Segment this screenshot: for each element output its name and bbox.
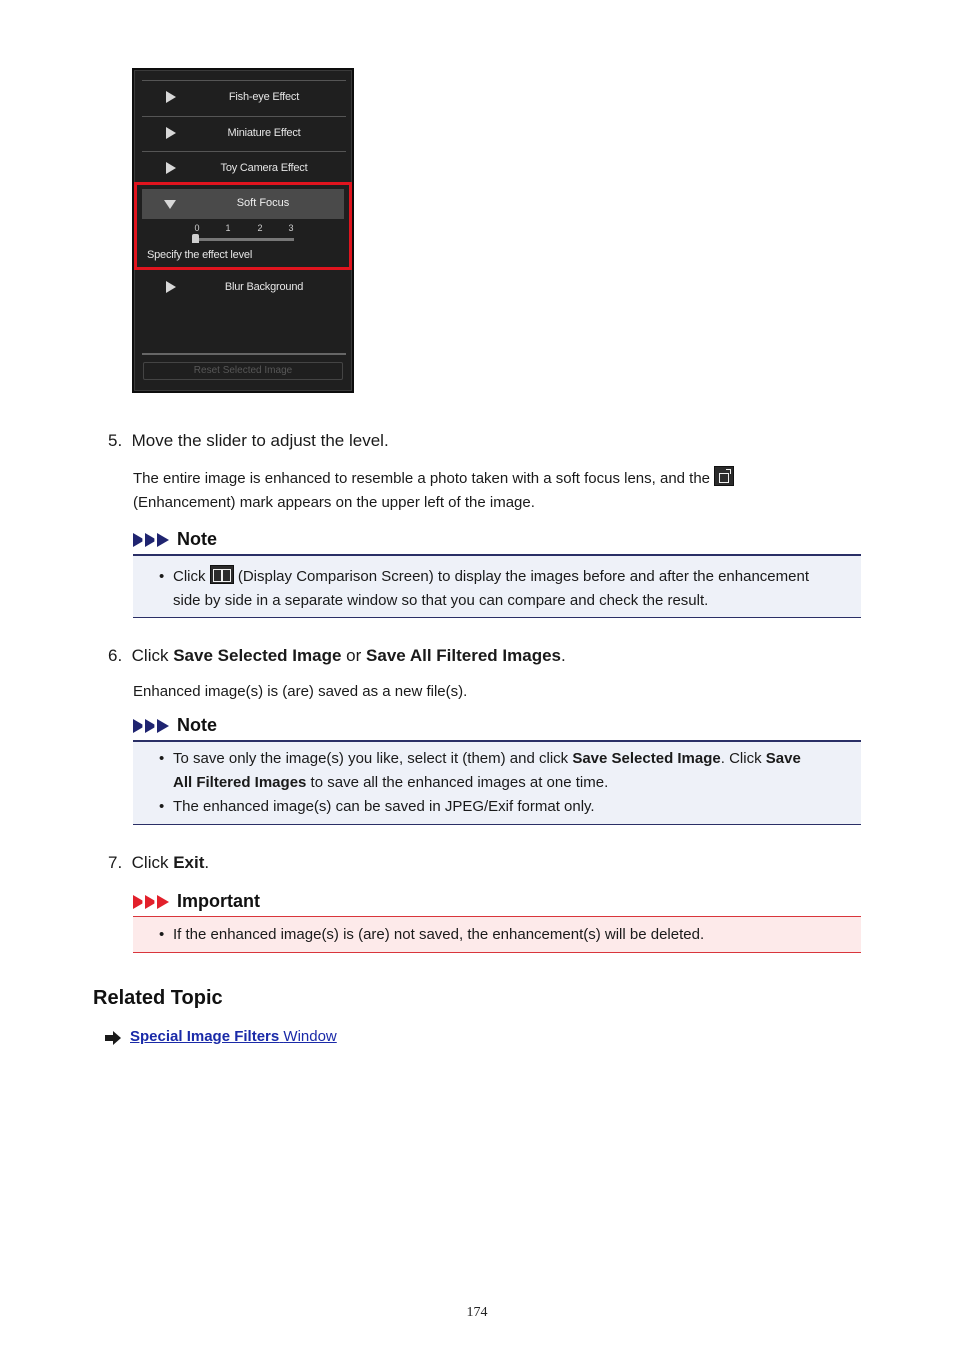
note-header: [133, 529, 861, 551]
save-all-filtered-images-label: Save All Filtered Images: [366, 646, 561, 665]
effect-item-label: Toy Camera Effect: [220, 162, 308, 174]
note-box: [133, 740, 861, 825]
important-title: Important: [177, 891, 260, 911]
special-image-filters-window-link[interactable]: [130, 1028, 337, 1045]
note-text: . Click: [720, 750, 762, 767]
effect-level-slider-thumb[interactable]: [192, 234, 199, 243]
description-text: The entire image is enhanced to resemble a photo taken with a soft focus lens, and the: [133, 470, 711, 487]
note-bullet: [133, 795, 861, 819]
slider-tick: 1: [225, 223, 231, 233]
effect-level-slider-track[interactable]: [196, 238, 294, 241]
step-7: [108, 853, 209, 873]
related-topic-heading: Related Topic: [93, 987, 223, 1009]
note-text: To save only the image(s) you like, select it (them) and click: [173, 750, 569, 767]
step-number: 6.: [108, 646, 123, 665]
effect-item-label: Blur Background: [224, 281, 304, 293]
enhancement-mark-icon: [714, 466, 734, 486]
effect-item-toy-camera[interactable]: [142, 151, 346, 186]
note-header: [133, 715, 861, 737]
slider-tick: 0: [194, 223, 200, 233]
step-text: Click: [131, 853, 169, 872]
link-bold-text: Special Image Filters: [130, 1028, 280, 1045]
description-text: (Enhancement) mark appears on the upper left of the image.: [133, 494, 535, 511]
slider-tick: 3: [288, 223, 294, 233]
note-text: The enhanced image(s) can be saved in JPEG/Exif format only.: [173, 798, 595, 815]
reset-selected-image-button[interactable]: Reset Selected Image: [143, 362, 343, 380]
slider-tick-labels: [193, 223, 303, 233]
effect-item-soft-focus[interactable]: [142, 189, 344, 219]
effect-item-blur-background[interactable]: [142, 271, 346, 305]
step-text: .: [204, 853, 210, 872]
related-link[interactable]: [130, 1028, 337, 1045]
note-box: [133, 554, 861, 618]
note-bold-text: Save: [765, 750, 801, 767]
note-bold-text: Save Selected Image: [572, 750, 721, 767]
panel-divider: [142, 353, 346, 355]
note-text: Click: [173, 568, 206, 585]
slider-tick: 2: [257, 223, 263, 233]
effect-item-label: Soft Focus: [236, 197, 290, 209]
expand-triangle-icon: [166, 281, 176, 293]
effect-item-fish-eye[interactable]: [142, 80, 346, 115]
step-text: Click: [131, 646, 169, 665]
effect-item-label: Miniature Effect: [227, 127, 301, 139]
step-number: 7.: [108, 853, 123, 872]
expand-triangle-icon: [166, 162, 176, 174]
note-title: Note: [177, 715, 217, 735]
expand-triangle-icon: [166, 91, 176, 103]
step-5: [108, 431, 389, 451]
effect-item-label: Fish-eye Effect: [228, 91, 300, 103]
note-text: (Display Comparison Screen) to display the images before and after the enhancement: [237, 568, 809, 585]
exit-label: Exit: [173, 853, 205, 872]
step-6: [108, 646, 566, 666]
step-number: 5.: [108, 431, 123, 450]
step-text: Move the slider to adjust the level.: [131, 431, 389, 450]
link-text: Window: [283, 1028, 337, 1045]
note-text: side by side in a separate window so that you can compare and check the result.: [173, 592, 709, 609]
note-bullet: [133, 565, 861, 613]
save-selected-image-label: Save Selected Image: [173, 646, 342, 665]
effects-panel-screenshot: [132, 68, 354, 393]
display-comparison-screen-icon: [210, 565, 234, 584]
note-title: Note: [177, 529, 217, 549]
step-6-description: Enhanced image(s) is (are) saved as a new file(s).: [133, 683, 468, 700]
note-bullet: [133, 747, 861, 795]
important-text: If the enhanced image(s) is (are) not saved, the enhancement(s) will be deleted.: [173, 926, 705, 943]
arrow-right-icon: [105, 1031, 121, 1045]
important-bullet: [133, 923, 861, 947]
highlighted-soft-focus-section: [134, 182, 352, 270]
effect-level-hint: Specify the effect level: [147, 249, 253, 261]
page-number: 174: [466, 1305, 488, 1320]
important-box: [133, 916, 861, 953]
note-text: to save all the enhanced images at one time.: [310, 774, 609, 791]
collapse-triangle-icon: [164, 200, 176, 209]
effect-item-miniature[interactable]: [142, 116, 346, 151]
step-text: .: [560, 646, 566, 665]
note-bold-text: All Filtered Images: [173, 774, 307, 791]
important-header: [133, 891, 861, 913]
step-text: or: [346, 646, 362, 665]
step-5-description: [133, 466, 833, 515]
expand-triangle-icon: [166, 127, 176, 139]
